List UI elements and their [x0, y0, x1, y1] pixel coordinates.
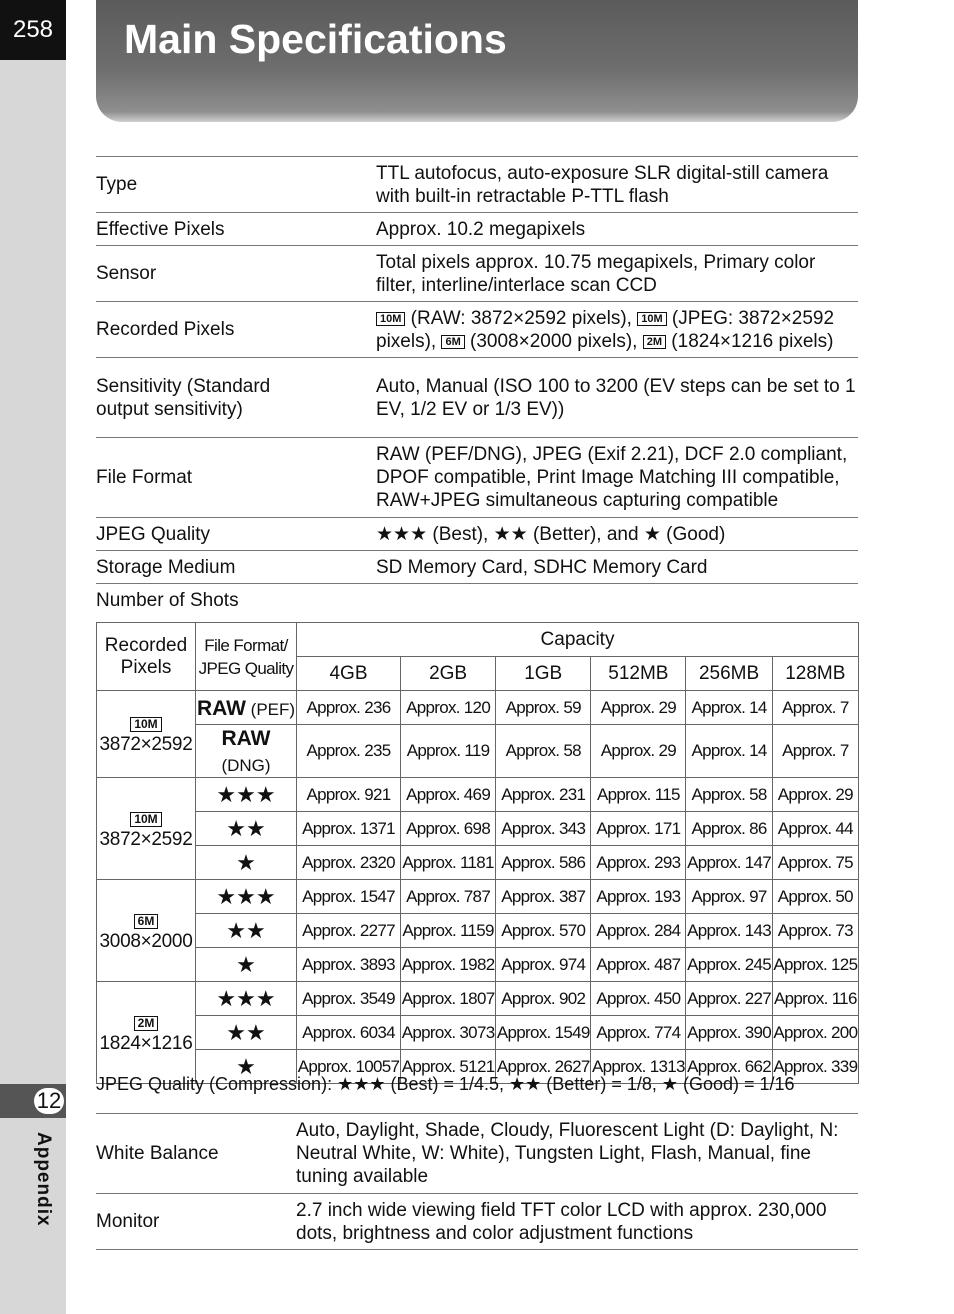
shot-count-cell: Approx. 193 [591, 880, 686, 914]
format-cell [196, 846, 297, 880]
shot-count-cell: Approx. 14 [686, 725, 772, 778]
spec-label: File Format [96, 467, 193, 488]
shot-count-cell: Approx. 200 [772, 1016, 858, 1050]
format-cell [196, 725, 297, 778]
shot-count-cell: Approx. 86 [686, 812, 772, 846]
spec-value: Auto, Daylight, Shade, Cloudy, Fluorescent Light (D: Daylight, N: Neutral White, W: White), Tungsten Light, Flash, Manual, fine tuning available [296, 1120, 839, 1187]
shot-count-cell: Approx. 147 [686, 846, 772, 880]
format-cell [196, 691, 297, 725]
spec-value: Approx. 10.2 megapixels [376, 218, 586, 240]
resolution-badge: 2M [643, 335, 666, 349]
pixel-dimensions: 1824×1216 [99, 1032, 193, 1054]
spec-label: Storage Medium [96, 556, 236, 578]
shot-count-cell: Approx. 143 [686, 914, 772, 948]
format-main: ★★★ [216, 985, 276, 1011]
format-main: ★★★ [216, 883, 276, 909]
spec-row [96, 358, 858, 438]
shots-row [97, 846, 859, 880]
shot-count-cell: Approx. 58 [496, 725, 591, 778]
spec-row [96, 1194, 858, 1250]
shot-count-cell: Approx. 236 [297, 691, 401, 725]
spec-row [96, 213, 858, 246]
shots-body [97, 691, 859, 1084]
spec-value: ★★★ (Best), ★★ (Better), and ★ (Good) [376, 523, 726, 545]
shot-count-cell: Approx. 293 [591, 846, 686, 880]
shot-count-cell: Approx. 662 [686, 1050, 772, 1084]
shot-count-cell: Approx. 1982 [401, 948, 496, 982]
format-sub: (DNG) [221, 756, 271, 775]
shot-count-cell: Approx. 387 [496, 880, 591, 914]
shots-row [97, 982, 859, 1016]
spec-label: White Balance [96, 1143, 219, 1164]
spec-value-recorded-pixels [376, 302, 858, 358]
resolution-badge: 10M [130, 812, 161, 827]
shot-count-cell: Approx. 14 [686, 691, 772, 725]
spec-row [96, 518, 858, 551]
shot-count-cell: Approx. 469 [401, 778, 496, 812]
format-cell [196, 880, 297, 914]
shots-row [97, 812, 859, 846]
pixel-dimensions: 3872×2592 [99, 734, 193, 755]
page-title: Main Specifications [124, 16, 507, 62]
spec-row [96, 1114, 858, 1194]
shot-count-cell: Approx. 7 [772, 725, 858, 778]
resolution-badge: 6M [441, 335, 464, 349]
spec-value: 2.7 inch wide viewing field TFT color LCD with approx. 230,000 dots, brightness and color adjustment functions [296, 1199, 827, 1244]
shot-count-cell: Approx. 171 [591, 812, 686, 846]
file-format-header: File Format/ JPEG Quality [196, 623, 297, 691]
shot-count-cell: Approx. 1159 [401, 914, 496, 948]
shot-count-cell: Approx. 339 [772, 1050, 858, 1084]
spec-label: JPEG Quality [96, 523, 211, 545]
spec-value: SD Memory Card, SDHC Memory Card [376, 556, 708, 578]
spec-row [96, 246, 858, 302]
spec-row [96, 551, 858, 584]
shots-row [97, 914, 859, 948]
format-main: RAW [221, 727, 271, 750]
shot-count-cell: Approx. 75 [772, 846, 858, 880]
shot-count-cell: Approx. 1181 [401, 846, 496, 880]
shot-count-cell: Approx. 58 [686, 778, 772, 812]
pixel-dimensions: 3872×2592 [99, 828, 193, 850]
shot-count-cell: Approx. 59 [496, 691, 591, 725]
format-main: RAW [196, 696, 246, 720]
pixel-dimensions: 3008×2000 [99, 930, 193, 952]
shot-count-cell: Approx. 787 [401, 880, 496, 914]
shots-header-row [97, 623, 859, 657]
recorded-pixels-cell [97, 691, 196, 778]
capacity-header: Capacity [297, 623, 859, 657]
spec-value-part: (1824×1216 pixels) [666, 330, 834, 352]
shot-count-cell: Approx. 450 [591, 982, 686, 1016]
spec-value: TTL autofocus, auto-exposure SLR digital-still camera with built-in retractable P-TTL flash [376, 162, 829, 207]
capacity-cell: 128MB [772, 657, 858, 691]
shots-row [97, 1016, 859, 1050]
shot-count-cell: Approx. 1547 [297, 880, 401, 914]
shot-count-cell: Approx. 29 [591, 691, 686, 725]
shot-count-cell: Approx. 974 [496, 948, 591, 982]
resolution-badge: 10M [376, 312, 405, 326]
spec-table-continued [96, 1113, 858, 1250]
shot-count-cell: Approx. 119 [401, 725, 496, 778]
shot-count-cell: Approx. 50 [772, 880, 858, 914]
format-cell [196, 982, 297, 1016]
capacity-cell: 1GB [496, 657, 591, 691]
shot-count-cell: Approx. 29 [772, 778, 858, 812]
format-cell [196, 812, 297, 846]
shot-count-cell: Approx. 921 [297, 778, 401, 812]
shot-count-cell: Approx. 2320 [297, 846, 401, 880]
shot-count-cell: Approx. 5121 [401, 1050, 496, 1084]
shot-count-cell: Approx. 1313 [591, 1050, 686, 1084]
shot-count-cell: Approx. 3073 [401, 1016, 496, 1050]
shots-row [97, 880, 859, 914]
format-main: ★ [236, 951, 256, 977]
format-cell [196, 914, 297, 948]
page-number: 258 [0, 0, 66, 60]
spec-label: Sensor [96, 263, 157, 284]
shot-count-cell: Approx. 7 [772, 691, 858, 725]
shot-count-cell: Approx. 2277 [297, 914, 401, 948]
shots-row [97, 691, 859, 725]
recorded-pixels-cell [97, 778, 196, 880]
spec-value: RAW (PEF/DNG), JPEG (Exif 2.21), DCF 2.0 compliant, DPOF compatible, Print Image Matching III compatible, RAW+JPEG simultaneous capturing compatible [376, 444, 848, 511]
shot-count-cell: Approx. 3549 [297, 982, 401, 1016]
resolution-badge: 10M [130, 717, 161, 732]
spec-label: Recorded Pixels [96, 319, 235, 340]
shot-count-cell: Approx. 390 [686, 1016, 772, 1050]
shot-count-cell: Approx. 44 [772, 812, 858, 846]
spec-value-part: (RAW: 3872×2592 pixels), [405, 307, 638, 329]
spec-label: Type [96, 174, 138, 195]
recorded-pixels-header: Recorded Pixels [97, 623, 196, 691]
capacity-cell: 256MB [686, 657, 772, 691]
format-main: ★★ [226, 917, 266, 943]
resolution-badge: 6M [134, 914, 159, 929]
shot-count-cell: Approx. 774 [591, 1016, 686, 1050]
shot-count-cell: Approx. 115 [591, 778, 686, 812]
resolution-badge: 2M [134, 1016, 159, 1031]
format-cell [196, 1016, 297, 1050]
format-main: ★★ [226, 1019, 266, 1045]
shot-count-cell: Approx. 120 [401, 691, 496, 725]
format-cell [196, 778, 297, 812]
spec-label: Effective Pixels [96, 218, 225, 240]
shot-count-cell: Approx. 125 [772, 948, 858, 982]
shot-count-cell: Approx. 698 [401, 812, 496, 846]
shot-count-cell: Approx. 1549 [496, 1016, 591, 1050]
shot-count-cell: Approx. 235 [297, 725, 401, 778]
shot-count-cell: Approx. 487 [591, 948, 686, 982]
shot-count-cell: Approx. 3893 [297, 948, 401, 982]
shot-count-cell: Approx. 2627 [496, 1050, 591, 1084]
shots-row [97, 778, 859, 812]
number-of-shots-label: Number of Shots [96, 590, 239, 611]
resolution-badge: 10M [637, 312, 666, 326]
spec-row [96, 438, 858, 518]
shot-count-cell: Approx. 343 [496, 812, 591, 846]
shot-count-cell: Approx. 231 [496, 778, 591, 812]
spec-table [96, 156, 858, 584]
capacity-cell: 2GB [401, 657, 496, 691]
spec-label: Sensitivity (Standard output sensitivity) [96, 375, 271, 420]
shot-count-cell: Approx. 10057 [297, 1050, 401, 1084]
format-main: ★ [236, 1053, 256, 1079]
format-sub: (PEF) [245, 699, 296, 719]
shot-count-cell: Approx. 97 [686, 880, 772, 914]
shots-row [97, 725, 859, 778]
shots-row [97, 948, 859, 982]
shot-count-cell: Approx. 73 [772, 914, 858, 948]
shot-count-cell: Approx. 586 [496, 846, 591, 880]
shot-count-cell: Approx. 245 [686, 948, 772, 982]
recorded-pixels-cell [97, 880, 196, 982]
shot-count-cell: Approx. 227 [686, 982, 772, 1016]
shot-count-cell: Approx. 284 [591, 914, 686, 948]
chapter-number: 12 [34, 1088, 64, 1114]
format-main: ★★ [226, 815, 266, 841]
shot-count-cell: Approx. 1807 [401, 982, 496, 1016]
format-main: ★ [236, 849, 256, 875]
spec-value: Auto, Manual (ISO 100 to 3200 (EV steps can be set to 1 EV, 1/2 EV or 1/3 EV)) [376, 375, 856, 420]
shot-count-cell: Approx. 1371 [297, 812, 401, 846]
format-main: ★★★ [216, 781, 276, 807]
spec-value: Total pixels approx. 10.75 megapixels, Primary color filter, interline/interlace scan CCD [376, 251, 816, 296]
spec-row [96, 157, 858, 213]
shot-count-cell: Approx. 6034 [297, 1016, 401, 1050]
jpeg-compression-note: JPEG Quality (Compression): ★★★ (Best) = 1/4.5, ★★ (Better) = 1/8, ★ (Good) = 1/16 [96, 1074, 795, 1094]
recorded-pixels-cell [97, 982, 196, 1084]
spec-value-part: (JPEG: 3872×2592 pixels), [376, 307, 835, 352]
spec-row [96, 302, 858, 358]
spec-value-part: (3008×2000 pixels), [464, 330, 643, 352]
format-cell [196, 948, 297, 982]
shot-count-cell: Approx. 116 [772, 982, 858, 1016]
shot-count-cell: Approx. 29 [591, 725, 686, 778]
chapter-label: Appendix [33, 1132, 54, 1227]
number-of-shots-table [96, 622, 859, 1084]
capacity-cell: 512MB [591, 657, 686, 691]
capacity-cell: 4GB [297, 657, 401, 691]
shot-count-cell: Approx. 902 [496, 982, 591, 1016]
spec-label: Monitor [96, 1211, 160, 1232]
shot-count-cell: Approx. 570 [496, 914, 591, 948]
